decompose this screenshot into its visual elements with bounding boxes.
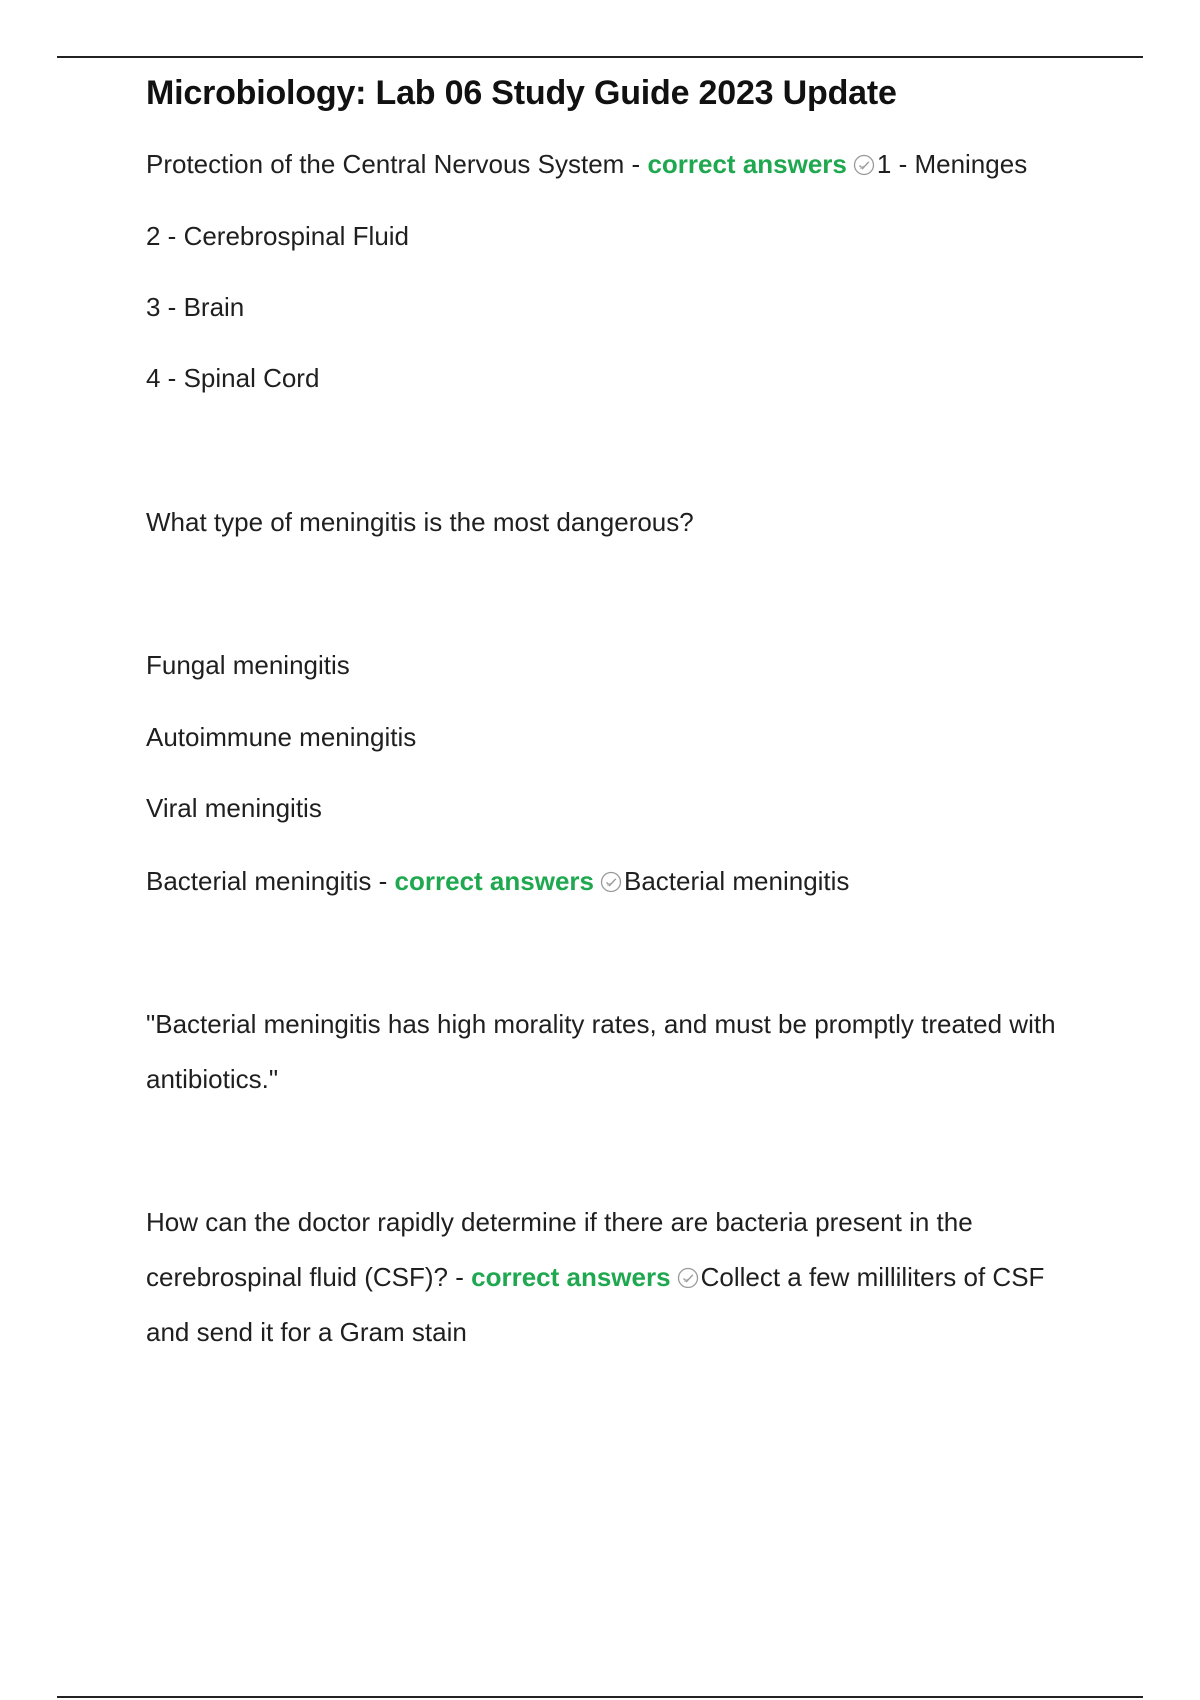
question-1 xyxy=(146,149,1027,179)
answer-quote: "Bacterial meningitis has high morality rates, and must be promptly treated with antibiotics." xyxy=(146,1009,1056,1094)
list-item: 3 - Brain xyxy=(146,292,245,322)
answer-text: 1 - Meninges xyxy=(876,149,1028,179)
question-text: How can the doctor rapidly determine if there are bacteria present in the cerebrospinal fluid (CSF)? - xyxy=(146,1207,973,1292)
correct-answers-label: correct answers xyxy=(394,866,594,896)
circle-check-icon xyxy=(677,1267,699,1289)
option-item: Fungal meningitis xyxy=(146,650,350,680)
page-title: Microbiology: Lab 06 Study Guide 2023 Update xyxy=(146,74,897,112)
correct-answers-label: correct answers xyxy=(647,149,847,179)
answer-text: Bacterial meningitis xyxy=(624,866,850,896)
question-text: Protection of the Central Nervous System - xyxy=(146,149,648,179)
list-item: 2 - Cerebrospinal Fluid xyxy=(146,221,410,251)
circle-check-icon xyxy=(600,871,622,893)
list-item: 4 - Spinal Cord xyxy=(146,363,320,393)
bottom-rule xyxy=(57,1696,1143,1698)
option-text: Bacterial meningitis - xyxy=(146,866,395,896)
option-item: Autoimmune meningitis xyxy=(146,722,417,752)
correct-answers-label: correct answers xyxy=(471,1262,671,1292)
answer-text: Collect a few milliliters of CSF and send it for a Gram stain xyxy=(146,1262,1045,1347)
question-2-answer-line xyxy=(146,866,849,896)
option-item: Viral meningitis xyxy=(146,793,322,823)
top-rule xyxy=(57,56,1143,58)
question-2: What type of meningitis is the most dangerous? xyxy=(146,507,694,537)
question-3 xyxy=(146,1195,1086,1360)
circle-check-icon xyxy=(853,154,875,176)
